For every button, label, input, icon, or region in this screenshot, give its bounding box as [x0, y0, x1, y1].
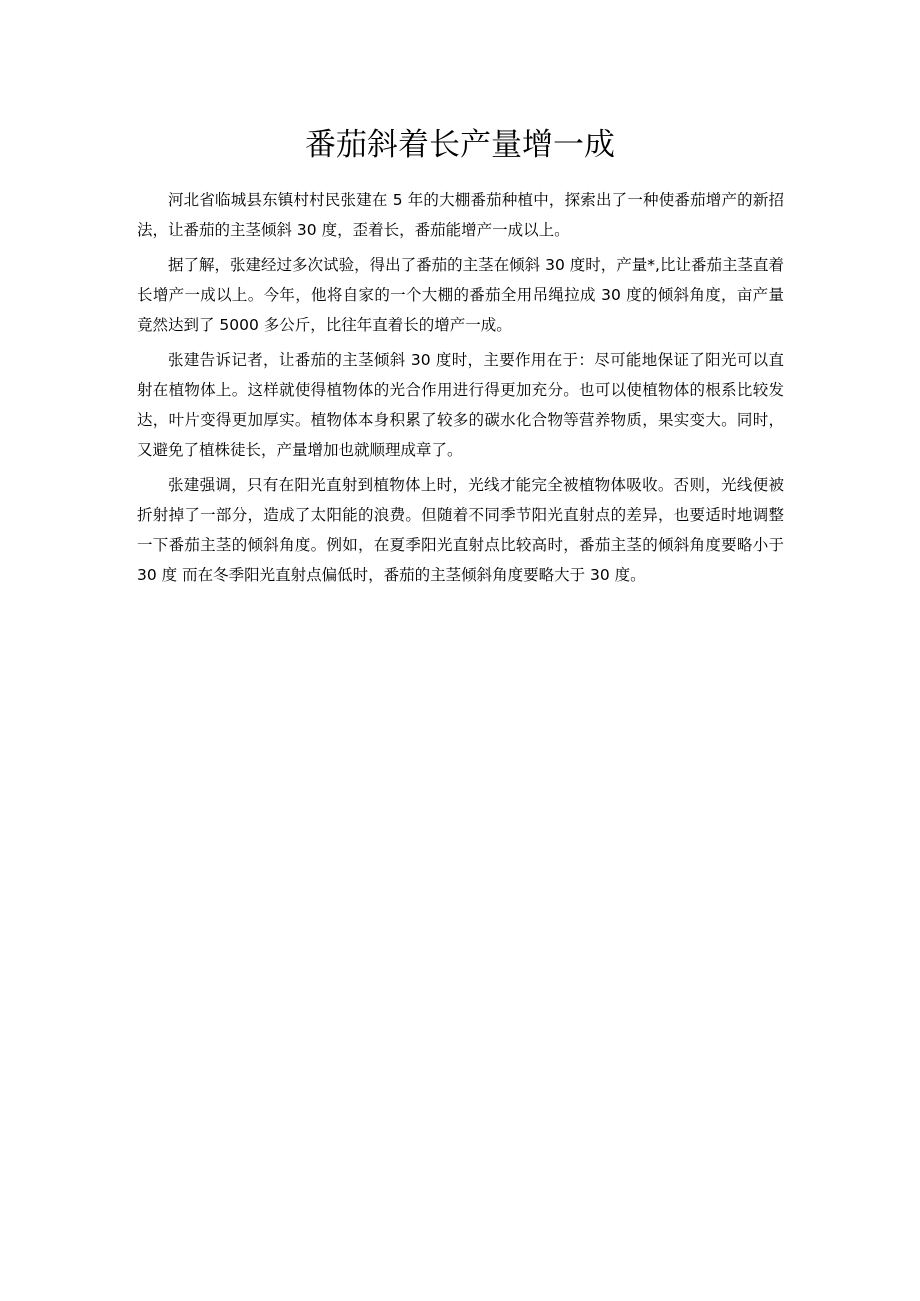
paragraph-3: 张建告诉记者，让番茄的主茎倾斜 30 度时，主要作用在于：尽可能地保证了阳光可以直射在植物体上。这样就使得植物体的光合作用进行得更加充分。也可以使植物体的根系比较发达，叶片变得更加厚实。植物体本身积累了较多的碳水化合物等营养物质，果实变大。同时，又避免了植株徒长，产量增加也就顺理成章了。: [137, 351, 784, 459]
paragraph-1: 河北省临城县东镇村村民张建在 5 年的大棚番茄种植中，探索出了一种使番茄增产的新招法，让番茄的主茎倾斜 30 度，歪着长，番茄能增产一成以上。: [137, 191, 784, 239]
document-body: [137, 185, 784, 595]
paragraph-2: 据了解，张建经过多次试验，得出了番茄的主茎在倾斜 30 度时，产量*,比让番茄主茎直着长增产一成以上。今年，他将自家的一个大棚的番茄全用吊绳拉成 30 度的倾斜角度，亩产量竟然达到了 5000 多公斤，比往年直着长的增产一成。: [137, 256, 784, 334]
document-title: 番茄斜着长产量增一成: [305, 127, 615, 163]
paragraph-4: 张建强调，只有在阳光直射到植物体上时，光线才能完全被植物体吸收。否则，光线便被折射掉了一部分，造成了太阳能的浪费。但随着不同季节阳光直射点的差异，也要适时地调整一下番茄主茎的倾斜角度。例如，在夏季阳光直射点比较高时，番茄主茎的倾斜角度要略小于 30 度 而在冬季阳光直射点偏低时，番茄的主茎倾斜角度要略大于 30 度。: [137, 476, 784, 584]
